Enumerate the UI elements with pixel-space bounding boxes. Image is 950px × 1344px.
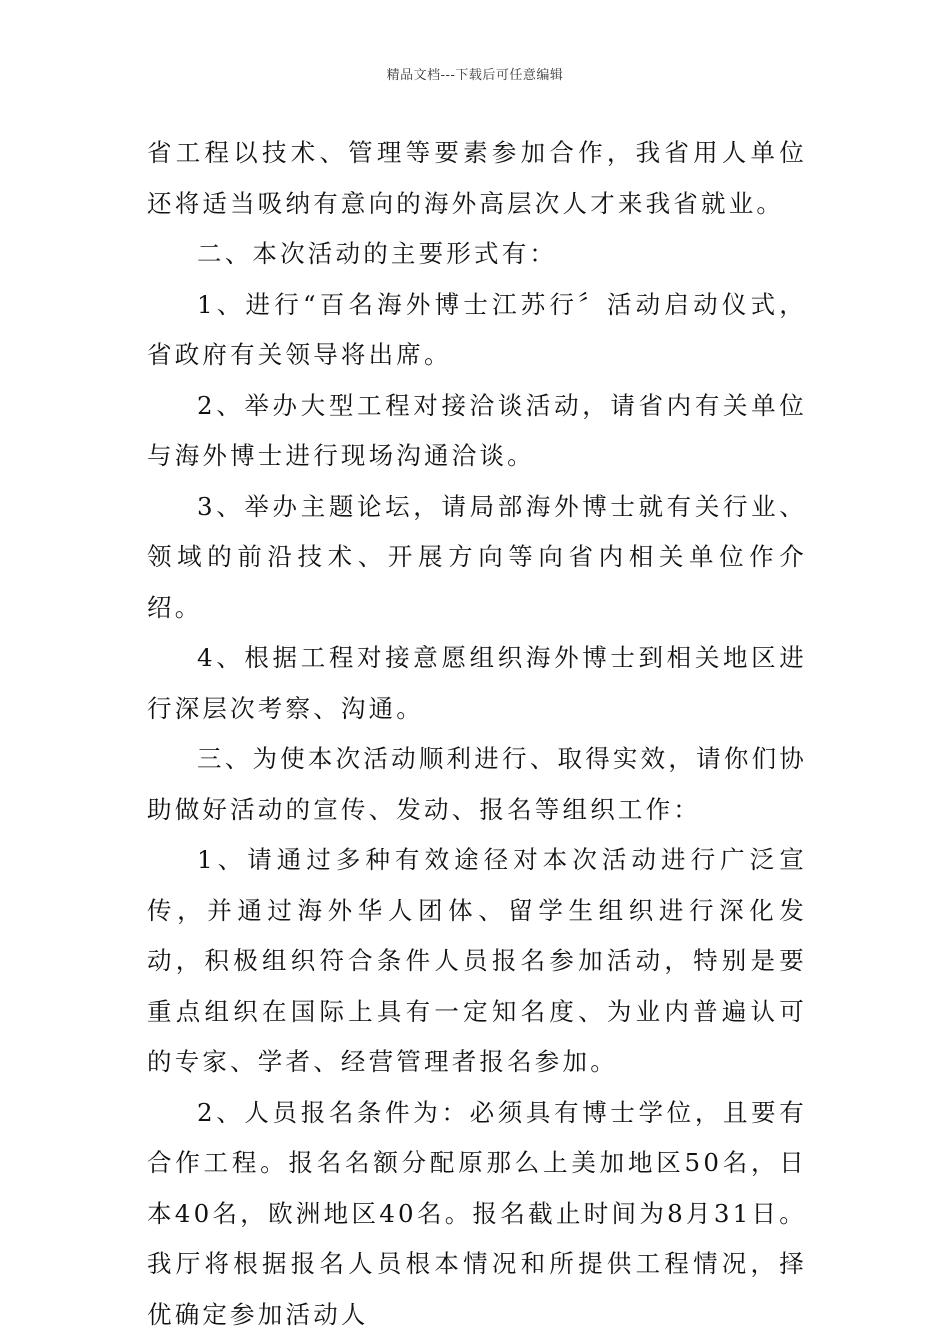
paragraph-item-1: 1、进行“百名海外博士江苏行〞活动启动仪式，省政府有关领导将出席。 bbox=[147, 289, 807, 369]
paragraph-continuation: 省工程以技术、管理等要素参加合作，我省用人单位还将适当吸纳有意向的海外高层次人才来我省就业。 bbox=[147, 138, 807, 218]
paragraph-item-2: 2、举办大型工程对接洽谈活动，请省内有关单位与海外博士进行现场沟通洽谈。 bbox=[147, 390, 807, 470]
paragraph-item-4: 4、根据工程对接意愿组织海外博士到相关地区进行深层次考察、沟通。 bbox=[147, 643, 807, 723]
paragraph-section-2-heading: 二、本次活动的主要形式有： bbox=[197, 239, 558, 268]
document-body bbox=[147, 128, 807, 1340]
paragraph-item-3: 3、举办主题论坛，请局部海外博士就有关行业、领域的前沿技术、开展方向等向省内相关单位作介绍。 bbox=[147, 491, 807, 622]
page-header: 精品文档---下载后可任意编辑 bbox=[386, 68, 564, 83]
paragraph-section-3-heading: 三、为使本次活动顺利进行、取得实效，请你们协助做好活动的宣传、发动、报名等组织工作： bbox=[147, 744, 807, 824]
paragraph-section-3-item-2: 2、人员报名条件为：必须具有博士学位，且要有合作工程。报名名额分配原那么上美加地区50名，日本40名，欧洲地区40名。报名截止时间为8月31日。我厅将根据报名人员根本情况和所提供工程情况，择优确定参加活动人 bbox=[147, 1097, 807, 1329]
paragraph-section-3-item-1: 1、请通过多种有效途径对本次活动进行广泛宣传，并通过海外华人团体、留学生组织进行深化发动，积极组织符合条件人员报名参加活动，特别是要重点组织在国际上具有一定知名度、为业内普遍认可的专家、学者、经营管理者报名参加。 bbox=[147, 845, 807, 1076]
